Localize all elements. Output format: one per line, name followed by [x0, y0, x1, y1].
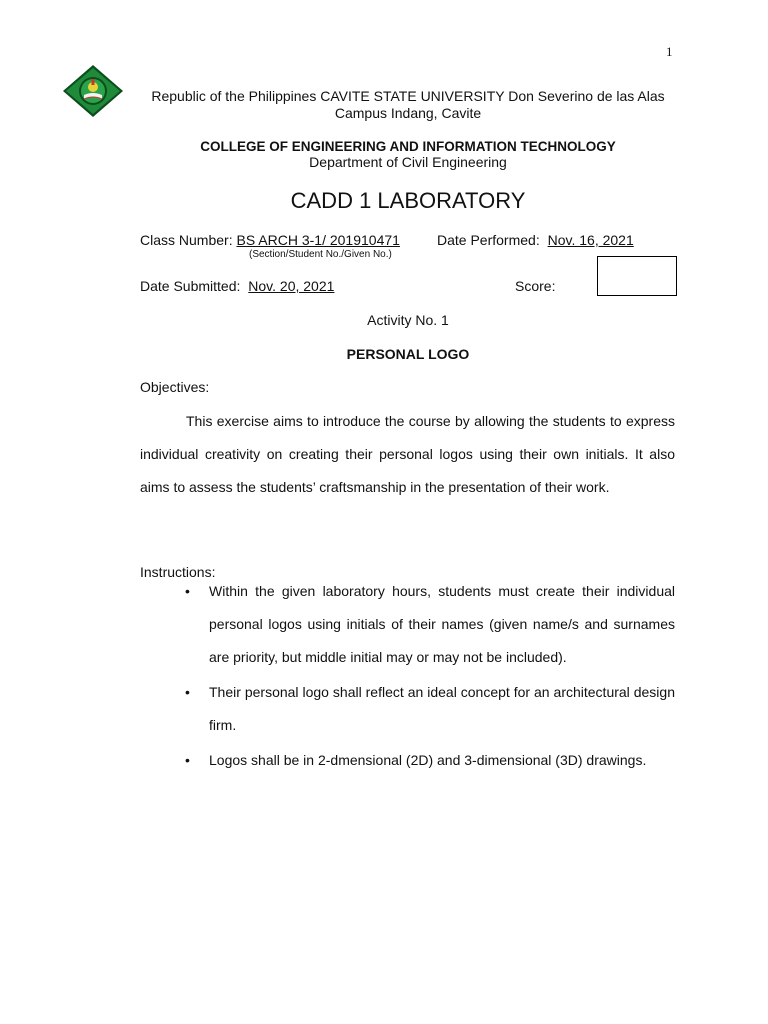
date-submitted-row [140, 278, 380, 294]
bullet-icon: • [185, 583, 190, 599]
date-performed-value: Nov. 16, 2021 [547, 232, 634, 248]
list-item: • Within the given laboratory hours, students must create their individual personal logos using initials of their names (given name/s and surnames are priority, but middle initial may or may not be included). [184, 575, 675, 674]
department-name: Department of Civil Engineering [309, 154, 507, 170]
class-number-row [140, 232, 400, 248]
list-item: • Logos shall be in 2-dmensional (2D) and 3-dimensional (3D) drawings. [184, 744, 675, 777]
bullet-icon: • [185, 684, 190, 700]
class-number-hint: (Section/Student No./Given No.) [249, 249, 392, 260]
college-name: COLLEGE OF ENGINEERING AND INFORMATION TECHNOLOGY [200, 139, 616, 154]
class-number-label: Class Number: [140, 232, 233, 248]
activity-number: Activity No. 1 [367, 312, 449, 328]
date-performed-row [437, 232, 662, 248]
document-title: CADD 1 LABORATORY [290, 188, 526, 213]
page-number: 1 [666, 44, 673, 59]
date-submitted-value: Nov. 20, 2021 [248, 278, 335, 294]
institution-header: Republic of the Philippines CAVITE STATE UNIVERSITY Don Severino de las Alas Campus Indang, Cavite [151, 88, 665, 121]
objectives-heading: Objectives: [140, 379, 210, 395]
instructions-heading: Instructions: [140, 564, 216, 580]
list-item: • Their personal logo shall reflect an ideal concept for an architectural design firm. [184, 676, 675, 742]
class-number-value: BS ARCH 3-1/ 201910471 [236, 232, 400, 248]
university-seal-logo [62, 64, 124, 118]
objectives-paragraph: This exercise aims to introduce the course by allowing the students to express individual creativity on creating their personal logos using their own initials. It also aims to assess the students’ craftsmanship in the presentation of their work. [140, 413, 675, 495]
score-label: Score: [515, 278, 556, 294]
activity-title: PERSONAL LOGO [346, 346, 470, 362]
objectives-text [140, 405, 675, 504]
bullet-icon: • [185, 752, 190, 768]
score-box [597, 256, 677, 296]
date-performed-label: Date Performed: [437, 232, 540, 248]
instructions-list [184, 575, 675, 777]
date-submitted-label: Date Submitted: [140, 278, 241, 294]
